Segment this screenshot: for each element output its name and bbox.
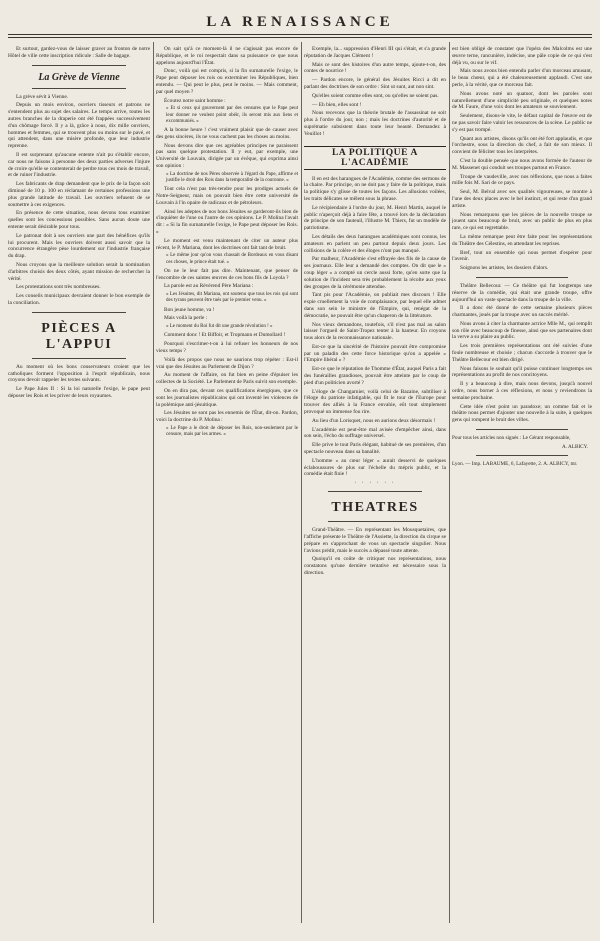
paragraph: Quant aux artistes, disons qu'ils ont été fort applaudis, et que l'orchestre, sous la direction du chef, a fait de son mieux. Il convient de féliciter tous les interprètes. bbox=[452, 135, 592, 156]
section-divider bbox=[32, 312, 126, 313]
paragraph: Mais voilà la perle : bbox=[164, 315, 208, 322]
article-title: LA POLITIQUE A L'ACADÉMIE bbox=[304, 146, 446, 170]
paragraph: Nous recevons que la théorie brutale de l'assassinat ne soit plus à l'ordre du jour, non ; mais les doctrines d'autorité et de suprématie subsistent dans toute leur beauté. Demandez à Veuillot ! bbox=[304, 110, 446, 137]
paragraph: La parole est au Révérend Père Mariana : bbox=[164, 283, 254, 290]
paragraph: Exemple, la... suppression d'Henri III qui s'était, et s'a grande réputation de Jacques Clément ! bbox=[304, 46, 446, 59]
quotation: « Les Jésuites, dit Mariana, ont soutenu que tous les rois qui sont des tyrans peuvent être tués par le premier venu. » bbox=[166, 292, 298, 304]
paragraph: La grève sévit à Vienne. bbox=[16, 93, 69, 100]
paragraph: Bon jeune homme, va ! bbox=[164, 306, 215, 313]
paragraph: Le moment est venu maintenant de citer un auteur plus récent, le P. Mariana, dont les doctrines ont fait tant de bruit. bbox=[156, 237, 298, 251]
paragraph: Tout cela n'est pas très-tendre pour les prodiges actuels de Notre-Seigneur, mais on pouvait bien être cette université de Louvain à l'in opaire de radicaux et de pétroleurs. bbox=[156, 186, 298, 206]
column-divider bbox=[301, 42, 302, 923]
paragraph: Quoiqu'il en coûte de critiquer nos représentations, nous constatons qu'une dernière tentative est nécessaire sous la direction. bbox=[304, 556, 446, 577]
paragraph: L'académie est peut-être mal avisée d'empêcher ainsi, dans son sein, l'écho du suffrage universel. bbox=[304, 426, 446, 440]
paragraph: Pourquoi s'escrimer-t-on à lui refuser les honneurs de nos vieux temps ? bbox=[156, 341, 298, 354]
paragraph: Nous avons à citer la charmante actrice Mlle M., qui remplit son rôle avec beaucoup de finesse, ainsi que ses partenaires dont la verve a su plaire au public. bbox=[452, 320, 592, 341]
paragraph: A la bonne heure ! c'est vraiment plaisir que de causer avec des gens sincères, ils ne vous cachent pas les choses au moins. bbox=[156, 126, 298, 140]
paragraph: Mais nous avons bien entendu parler d'un morceau amusant, le beau chœur, qui a été chaleureusement applaudi. C'est une perle, à la vérité, que ce morceau fait. bbox=[452, 68, 592, 88]
article-title-box bbox=[304, 146, 446, 170]
column-4 bbox=[452, 46, 592, 921]
paragraph: Ainsi les adeptes de nos bons Jésuites se garderont-ils bien de s'inquiéter de l'une ou l'autre de ces opinions. Le P. Molina l'avait dit : « Si la fin surnaturelle l'exige, le Pape peut déposer les Rois. » bbox=[156, 208, 298, 235]
paragraph: Nous croyons que la meilleure solution serait la nomination d'arbitres choisis des deux côtés, ayant mission de rechercher la vérité. bbox=[8, 261, 150, 282]
column-divider bbox=[153, 42, 154, 923]
section-divider bbox=[476, 455, 568, 456]
paragraph: Depuis un mois environ, ouvriers tisseurs et patrons ne s'entendent plus au sujet des salaires. Le temps arrive, toutes les autres branches de la draperie ont été frappées successivement d'un chômage forcé. Il y a là, grâce à nous, dix mille ouvriers, hommes et femmes, qui se trouvent plus ou moins sur le pavé, et qui attendent, dans une misère profonde, que leur industrie reprenne. bbox=[8, 102, 150, 150]
paragraph: Qu'elles soient comme elles sont, ou qu'elles ne soient pas. bbox=[312, 92, 439, 99]
paragraph: Théâtre Bellecour. — Ce théâtre qui fut longtemps une réserve de la comédie, qui était une grande troupe, offre aujourd'hui un vaste spectacle dans la troupe de la ville. bbox=[452, 282, 592, 303]
masthead bbox=[8, 6, 592, 40]
quotation: « La doctrine de nos Pères observée à l'égard du Pape, affirme et justifie le droit des Rois dans la temporalité de la couronne. » bbox=[166, 171, 298, 183]
article-title: PIÈCES A L'APPUI bbox=[41, 320, 117, 352]
section-divider bbox=[32, 88, 126, 89]
paragraph: Nous faisons le souhait qu'il puisse continuer longtemps ses représentations au profit de nos concitoyens. bbox=[452, 365, 592, 379]
paragraph: Le récipiendaire à l'ordre du jour, M. Henri Martin, auquel le public n'aperçoit déjà à faire fête, a trouvé lors de la déclaration de principe de son fauteuil, l'illustre M. Thiers, fut un modèle de patriotisme. bbox=[304, 204, 446, 232]
article-title: THEATRES bbox=[331, 500, 419, 516]
paragraph: Est-ce que le réputation de Thomme d'État, auquel Paris a fait des funérailles grandioses, pouvait être atteinte par le coup de pied d'un politicien avorté ? bbox=[304, 366, 446, 386]
paragraph: Donc, voilà qui est compris, si la fin surnaturelle l'exige, le Pape peut déposer les rois ou exterminer les Républiques, bien entendu. — Qui peut le plus, peut le moins. — Mais comment, par quel moyen ? bbox=[156, 68, 298, 95]
newspaper-page bbox=[8, 6, 592, 927]
paragraph: Voilà des propos que nous ne saurions trop répéter : Est-il vrai que des Jésuites au Parlement de Dijon ? bbox=[156, 356, 298, 370]
paragraph: Nos vieux demandons, toutefois, s'il n'est pas mal au salon laisser l'orgueil de Saint-Tropez tenter à la hauteur. En croyons tous alors de la reconnaissance nationale. bbox=[304, 321, 446, 342]
paragraph: Il y a beaucoup à dire, mais nous devons, jusqu'à nouvel ordre, nous borner à ces réflexions, et nous y reviendrons la semaine prochaine. bbox=[452, 381, 592, 401]
column-3 bbox=[304, 46, 446, 921]
article-intro: Et surtout, gardez-vous de laisser graver au fronton de notre Hôtel de ville cette inscription ridicule : Salle de bagage. bbox=[8, 46, 150, 59]
paragraph: Est-ce que la sincérité de l'histoire pouvait être compromise par un paladin des cette force historique qu'on a appelée « l'Empire libéral » ? bbox=[304, 343, 446, 364]
paragraph: Les conseils municipaux devraient donner le bon exemple de la conciliation. bbox=[8, 293, 150, 306]
column-divider bbox=[449, 42, 450, 923]
paragraph: Tant pis pour l'Académie, on publiait mes discours ! Elle expie cruellement la voie de complaisance, par lequel elle admet dans son sein le ministre de l'Empire, qui, renégat de la démocratie, ne pouvait être qu'un chaperon de la littérature. bbox=[304, 292, 446, 319]
paragraph: Les fabricants de drap demandent que le prix de la façon soit diminué de 10 p. 100 en réclamant de certaines professions une plus grande latitude de travail. Les ouvriers refusent de se soumettre à ces exigences. bbox=[8, 181, 150, 208]
paragraph: Grand-Théâtre. — En représentant les Mousquetaires, que l'affiche présente le Théâtre de l'Assiette, la direction du cirque se prépare en s'approchant de vous un spectacle singulier. Nous l'avions prédit, mais le succès a dépassé toute attente. bbox=[304, 527, 446, 554]
paragraph: Seul, M. Belval avec ses qualités vigoureuses, se montre à l'une des deux places avec le bel instinct, et qui reste d'un grand artiste. bbox=[452, 189, 592, 209]
paragraph: Au moment de l'affaire, on fut bien en peine d'épuiser les collectes de la Société. Le Parlement de Paris suivit son exemple. bbox=[156, 372, 298, 386]
quotation: « Le même jour qu'on vous chassait de Bordeaux en vous disant ces choses, le prince était tué. » bbox=[166, 253, 298, 265]
paragraph: L'éloge de Changarnier, voilà celui de Bazaine, subtiliser à l'éloge du patriote infatigable, qui fit le tour de l'Europe pour trouver des alliés à la France envahie, eût tout simplement provoqué un immense fou rire. bbox=[304, 388, 446, 416]
paragraph: On ne le leur fait pas dire. Maintenant, que penser de l'encombre de ces saintes œuvres de ces bons fils de Loyola ? bbox=[156, 267, 298, 281]
paragraph: On sait qu'à ce moment-là il ne s'agissait pas encore de République, et le roi respectait dans sa puissance ce que nous appelons aujourd'hui l'État. bbox=[156, 46, 298, 66]
paragraph: La même remarque peut être faite pour les représentations du Théâtre des Célestins, en attendant les reprises. bbox=[452, 233, 592, 247]
quotation: « Le moment du Roi fut dit une grande révolution ! » bbox=[166, 324, 273, 330]
paragraph: Il en est des harangues de l'Académie, comme des sermons de la chaire. Par principe, on ne doit pas y faire de la politique, mais la politique s'y glisse de toutes les façons. Les allusions voilées, les traits délicates se mêlent sous la phrase. bbox=[304, 175, 446, 202]
paragraph: Au moment où les bons conservateurs croient que les catholiques forment l'opposition à l'esprit républicain, nous croyons devoir rappeler les textes suivants. bbox=[8, 363, 150, 384]
section-divider bbox=[328, 491, 422, 492]
paragraph: Par malheur, l'Académie s'est effrayée des fils de la cause de ses journaux. Elle leur a demandé des comptes. On dit que le « coup léger » a compté un cercle aussi forte, qu'en sorte que la solution de l'incident sera très probablement la récolte aux yeux des groupes de la cérémonie attendue. bbox=[304, 256, 446, 290]
article-title: La Grève de Vienne bbox=[38, 71, 120, 83]
paragraph: Les protestations sont très nombreuses. bbox=[16, 284, 101, 291]
section-divider bbox=[328, 521, 422, 522]
paragraph: Soignons les artistes, les dossiers d'alors. bbox=[460, 265, 549, 272]
paragraph: Les Jésuites ne sont pas les ennemis de l'État, dit-on. Pardon, voici la doctrine du P. Molina : bbox=[156, 410, 298, 424]
printer-imprint: Lyon. — Imp. LABAUME, 6, Lafayette, 2. A. ALBICY, mr. bbox=[452, 460, 578, 467]
quotation: « Le Pape a le droit de déposer les Rois, non-seulement par le censure, mais par les armes. » bbox=[166, 425, 298, 438]
paragraph: Il a donc été donné de cette semaine plusieurs pièces charmantes, joués par la troupe avec un succès mérité. bbox=[452, 305, 592, 319]
paragraph: L'homme « au cœur léger » aurait desservi de quelques éclaboussures de plus sur l'échelle du mépris public, et la comédie était finie ! bbox=[304, 457, 446, 478]
paragraph: — Eh bien, elles sont ! bbox=[312, 101, 362, 108]
paragraph: est bien obligé de constater que l'opéra des Malcolms est une œuvre terne, rancunière, indécise, une pâle copie de ce qui s'est déjà vu, ou sur le vif. bbox=[452, 46, 592, 66]
paragraph: Il est surprenant qu'aucune entente n'ait pu s'établir encore, car nous ne faisons à personne des deux parties adverses l'injure de croire qu'elle se contenterait de perdre tous ces mois de travail, et de ruiner l'industrie. bbox=[8, 151, 150, 179]
paragraph: Nous avons noté un quatuor, dont les paroles sont naturellement d'une simplicité peu originale, et quelques notes de M. Faure, d'une voix dont les amateurs se souviennent. bbox=[452, 90, 592, 111]
paragraph: Le patronat doit à ses ouvriers une part des bénéfices qu'ils lui procurent. Mais les ouvriers doivent aussi savoir que la concurrence étrangère pèse lourdement sur l'industrie française du drap. bbox=[8, 232, 150, 260]
masthead-rule bbox=[8, 34, 592, 35]
paragraph: Nous devons dire que ces agréables principes ne paraissent pas sans quelque protestation. Il y eut, par exemple, une Université de Louvain, dirigée par un évêque, qui exprima ainsi son opinion : bbox=[156, 142, 298, 169]
paragraph: Les trois premières représentations ont été suivies d'une foule nombreuse et choisie ; chacun s'accorde à trouver que le Théâtre Bellecour est bien dirigé. bbox=[452, 343, 592, 363]
gerant-signature: A. ALBICY. bbox=[562, 443, 588, 450]
column-1 bbox=[8, 46, 150, 921]
section-divider bbox=[32, 65, 126, 66]
paragraph: On en dira pas, devant ces qualifications énergiques, que ce sont les journalistes républicains qui ont inventé les violences de la polémique anti-jésuitique. bbox=[156, 387, 298, 408]
paragraph: Bref, tout un ensemble qui nous permet d'espérer pour l'avenir. bbox=[452, 249, 592, 263]
paragraph: Seulement, disons-le vite, le défaut capital de l'œuvre est de ne pas savoir faire valoir les ressources de la scène. Le public ne s'y est pas trompé. bbox=[452, 113, 592, 133]
masthead-rule-2 bbox=[8, 37, 592, 38]
paragraph: Elle prive le tout Paris élégant, habitué de ses premières, d'un spectacle nouveau dans sa banalité. bbox=[304, 442, 446, 456]
paragraph: Écoutez notre saint homme : bbox=[164, 97, 226, 104]
newspaper-title: LA RENAISSANCE bbox=[206, 14, 394, 30]
paragraph: Cette idée n'est point un paradoxe; un comme fait et le théâtre nous permet d'ajouter une nouvelle à la suite, à quelques gens qui rompent le bruit des villes. bbox=[452, 403, 592, 424]
gerant-notice: Pour tous les articles non signés : Le Gérant responsable, bbox=[452, 435, 571, 442]
column-2 bbox=[156, 46, 298, 921]
section-divider bbox=[32, 358, 126, 359]
paragraph: Comment donc ! Et Biffoir, et Tropmann et Dumollard ! bbox=[164, 332, 286, 339]
section-divider bbox=[476, 277, 568, 278]
paragraph: En présence de cette situation, nous devons tous examiner quelles sont les concessions possibles. Sans aucun doute une entente serait désirable pour tous. bbox=[8, 210, 150, 230]
paragraph: Troupe de vaudeville, avec nos réflexions, que nous a faites mille fois M. Sari de ce pays. bbox=[452, 173, 592, 187]
paragraph: Au lieu d'un Lorisquet, nous en aurions deux désormais ! bbox=[312, 417, 436, 424]
quotation: « Et si ceux qui gouvernent par des censures que le Pape peut leur donner ne veulent point obéir, ils seront mis aux liens et excommuniés. » bbox=[166, 106, 298, 124]
paragraph: Nous remarquons que les pièces de la nouvelle troupe se jouent sans beaucoup de bruit, avec un public de plus en plus rare, ce qui est regrettable. bbox=[452, 211, 592, 232]
paragraph: Les détails des deux harangues académiques sont connus, les amateurs en parlent un peu partout depuis deux jours. Les collisions de la colère et des éloges n'ont pas manqué. bbox=[304, 233, 446, 254]
paragraph: C'est la double pensée que nous avons formée de l'auteur de M. Massenet qui conduit ses troupes partout en France. bbox=[452, 157, 592, 171]
section-divider bbox=[476, 429, 568, 430]
paragraph: — Pardon encore, le général des Jésuites Ricci a dit en parlant des doctrines de son ordre : Sint ut sunt, aut non sint. bbox=[304, 77, 446, 90]
paragraph: Le Pape Jules II : Si la loi naturelle l'exige, le pape peut déposer les Rois et les priver de leurs royaumes. bbox=[8, 386, 150, 399]
paragraph: Mais ce sont des histoires d'un autre temps, ajoute-t-on, des contes de nourrice ! bbox=[304, 61, 446, 75]
separator-dots: · · · · · · bbox=[354, 480, 396, 487]
